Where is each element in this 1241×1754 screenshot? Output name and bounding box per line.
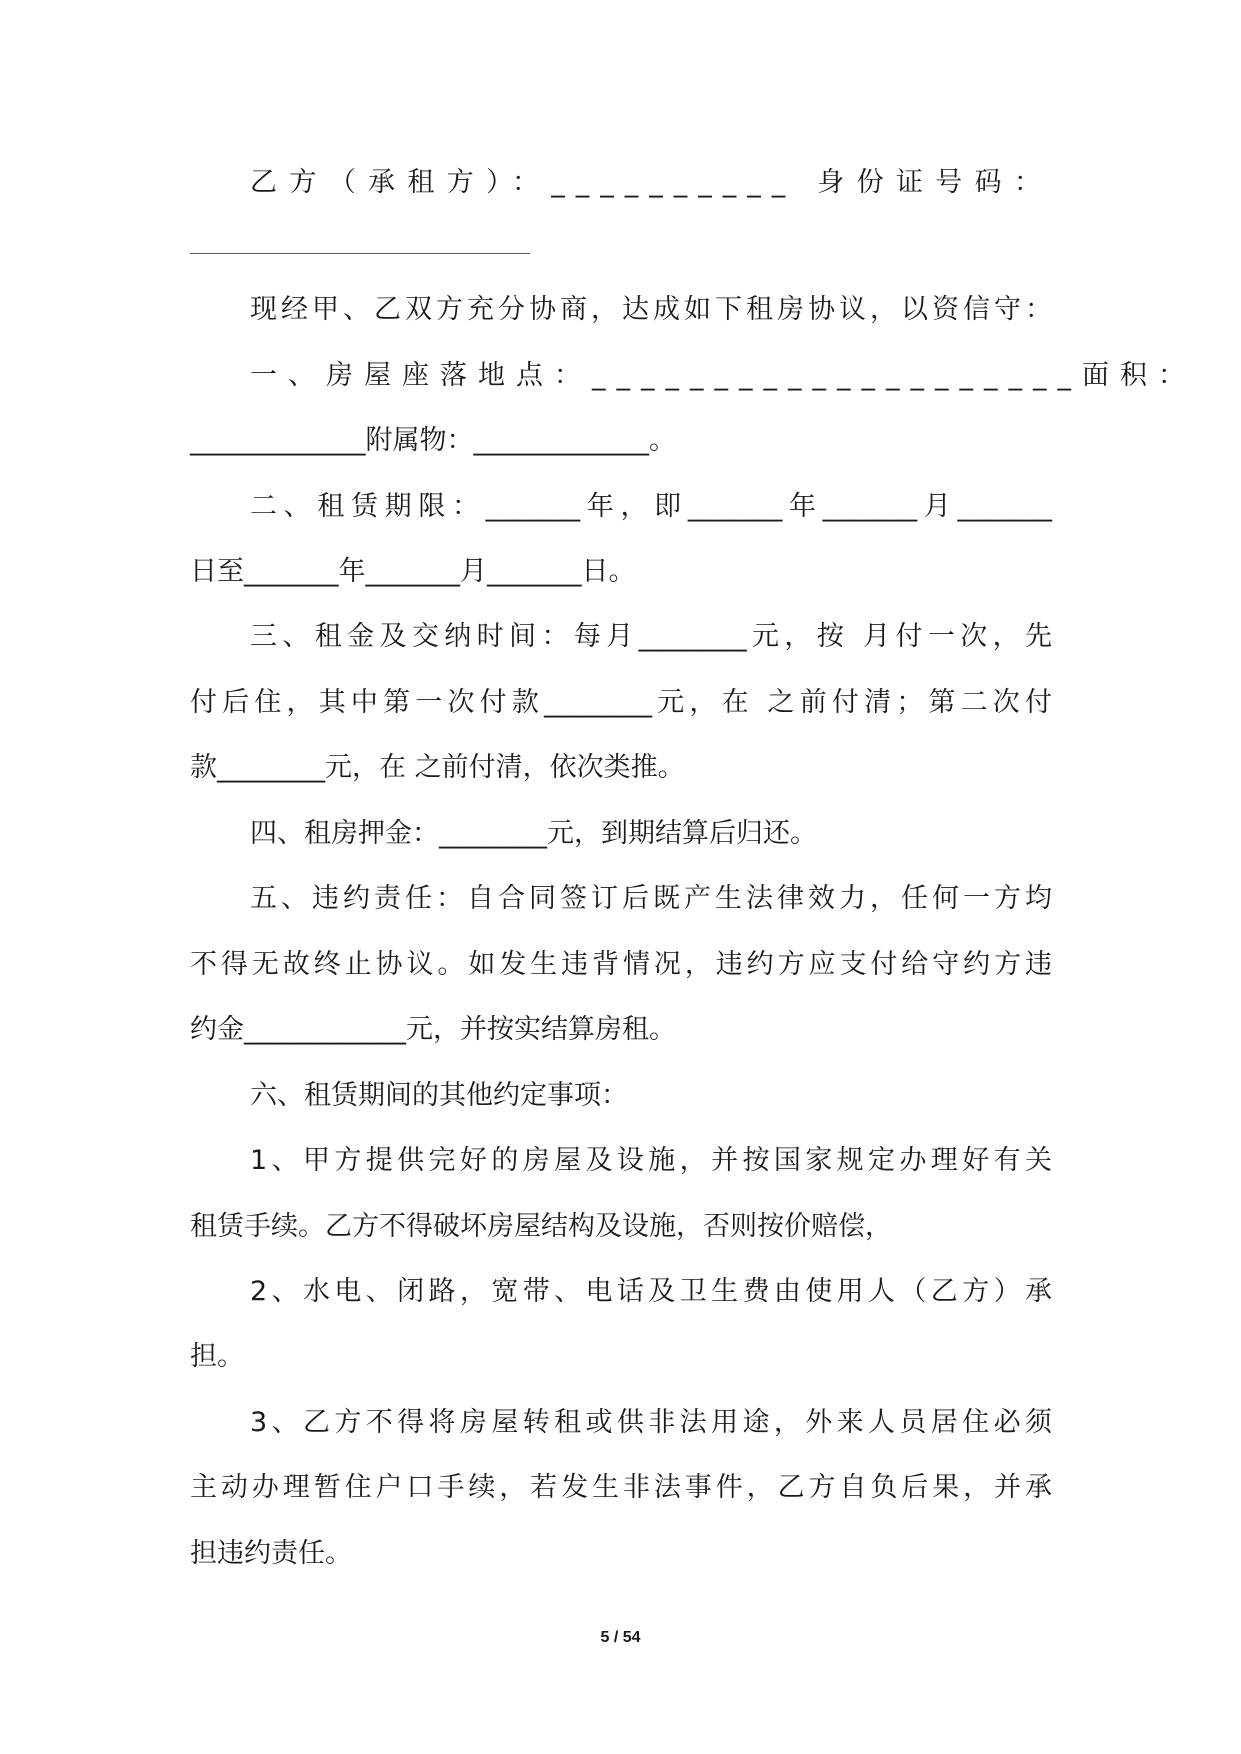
clause-3-rent-cont: 付后住，其中第一次付款________元，在 之前付清；第二次付 <box>190 687 1052 718</box>
clause-3-rent-end: 款________元，在 之前付清，依次类推。 <box>190 752 685 783</box>
item-3-end: 担违约责任。 <box>190 1538 352 1569</box>
party-b-line: 乙方（承租方）：__________ 身份证号码： <box>250 167 1052 198</box>
item-1-cont: 租赁手续。乙方不得破坏房屋结构及设施，否则按价赔偿， <box>190 1211 892 1242</box>
clause-2-term-cont: 日至_______年_______月_______日。 <box>190 556 636 587</box>
clause-5-breach-end: 约金____________元，并按实结算房租。 <box>190 1014 676 1045</box>
clause-6-heading: 六、租赁期间的其他约定事项： <box>250 1080 628 1111</box>
page-number: 5 / 54 <box>600 1629 641 1646</box>
clause-1-attachments: _____________附属物：_____________。 <box>190 425 676 456</box>
clause-2-term: 二、租赁期限：_______年，即_______年_______月_______ <box>250 491 1052 522</box>
clause-5-breach: 五、违约责任：自合同签订后既产生法律效力，任何一方均 <box>250 883 1052 914</box>
item-3-cont: 主动办理暂住户口手续，若发生非法事件，乙方自负后果，并承 <box>190 1472 1052 1503</box>
item-1: 1、甲方提供完好的房屋及设施，并按国家规定办理好有关 <box>250 1145 1052 1176</box>
item-2-cont: 担。 <box>190 1341 244 1372</box>
clause-3-rent: 三、租金及交纳时间：每月________元，按 月付一次，先 <box>250 621 1052 652</box>
clause-5-breach-cont: 不得无故终止协议。如发生违背情况，违约方应支付给守约方违 <box>190 949 1052 980</box>
clause-4-deposit: 四、租房押金：________元，到期结算后归还。 <box>250 818 817 849</box>
item-3: 3、乙方不得将房屋转租或供非法用途，外来人员居住必须 <box>250 1407 1052 1438</box>
id-number-blank <box>190 253 530 254</box>
clause-1-location: 一、房屋座落地点：____________________面积： <box>250 360 1196 391</box>
agreement-intro: 现经甲、乙双方充分协商，达成如下租房协议，以资信守： <box>250 294 1052 325</box>
item-2: 2、水电、闭路，宽带、电话及卫生费由使用人（乙方）承 <box>250 1276 1052 1307</box>
